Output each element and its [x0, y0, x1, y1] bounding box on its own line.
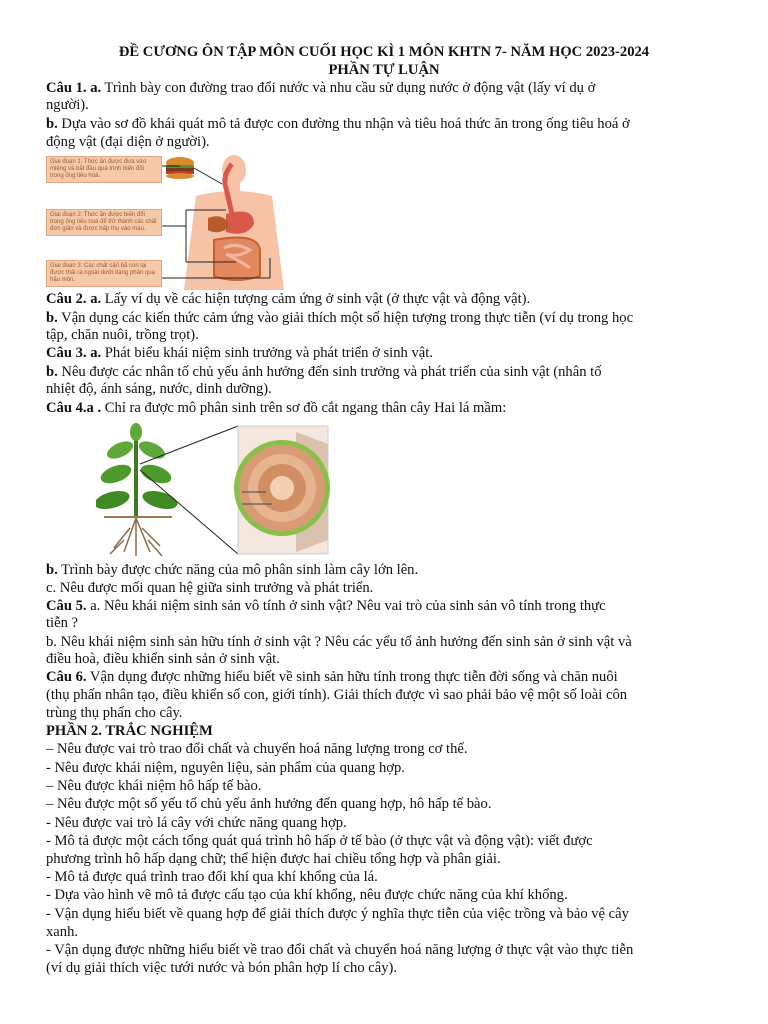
question-label: Câu 1. a.	[46, 80, 102, 96]
diagram-stage-1-label: Giai đoạn 1: Thức ăn được đưa vào miệng và bắt đầu quá trình biến đổi trong ống tiêu hoá.	[46, 156, 162, 183]
list-item: – Nêu được một số yếu tố chủ yếu ảnh hưởng đến quang hợp, hô hấp tế bào.	[46, 796, 492, 812]
section-title-part1: PHẦN TỰ LUẬN	[328, 62, 440, 78]
question-2b	[46, 310, 728, 327]
question-1a-cont: người).	[46, 97, 89, 113]
question-label: b.	[46, 364, 58, 380]
question-label: b.	[46, 310, 58, 326]
digestive-system-figure	[46, 154, 306, 290]
question-3b	[46, 364, 728, 381]
section-title-part2: PHẦN 2. TRẮC NGHIỆM	[46, 723, 213, 739]
question-label: Câu 4.a .	[46, 400, 102, 416]
document-title: ĐỀ CƯƠNG ÔN TẬP MÔN CUỐI HỌC KÌ 1 MÔN KHTN 7- NĂM HỌC 2023-2024	[118, 44, 650, 60]
question-label: Câu 2. a.	[46, 291, 102, 307]
question-5a	[46, 598, 728, 615]
question-1b	[46, 116, 728, 133]
question-text: a. Nêu khái niệm sinh sản vô tính ở sinh vật? Nêu vai trò của sinh sản vô tính trong thực	[86, 598, 606, 614]
question-text: Nêu được các nhân tố chủ yếu ảnh hưởng đến sinh trưởng và phát triển của sinh vật (nhân tố	[57, 364, 602, 380]
human-body-icon	[184, 155, 284, 290]
list-item: - Vận dụng được những hiểu biết về trao đổi chất và chuyển hoá năng lượng ở thực vật vào thực tiễn	[46, 942, 634, 958]
question-1a	[46, 80, 728, 97]
question-text: Trình bày được chức năng của mô phân sinh làm cây lớn lên.	[57, 562, 419, 578]
list-item: – Nêu được vai trò trao đổi chất và chuyển hoá năng lượng trong cơ thể.	[46, 741, 468, 757]
list-item: - Mô tả được quá trình trao đổi khí qua khí khổng của lá.	[46, 869, 378, 885]
question-2b-cont: tập, chăn nuôi, trồng trọt).	[46, 327, 199, 343]
list-item: - Nêu được vai trò lá cây với chức năng quang hợp.	[46, 815, 347, 831]
question-label: b.	[46, 562, 58, 578]
question-4a	[46, 400, 728, 417]
question-label: Câu 5.	[46, 598, 87, 614]
question-text: Vận dụng các kiến thức cảm ứng vào giải thích một số hiện tượng trong thực tiễn (ví dụ trong học	[57, 310, 634, 326]
list-item: - Mô tả được một cách tổng quát quá trình hô hấp ở tế bào (ở thực vật và động vật): viết được	[46, 833, 593, 849]
question-text: Dựa vào sơ đồ khái quát mô tả được con đường thu nhận và tiêu hoá thức ăn trong ống tiêu hoá ở	[57, 116, 630, 132]
diagram-stage-3-label: Giai đoạn 3: Các chất cặn bã còn lại được thải ra ngoài dưới dạng phân qua hậu môn.	[46, 260, 162, 287]
question-3b-cont: nhiệt độ, ánh sáng, nước, dinh dưỡng).	[46, 381, 272, 397]
plant-stem-figure	[96, 422, 336, 558]
question-6-cont: (thụ phấn nhân tạo, điều khiển số con, giới tính). Giải thích được vì sao phải bảo vệ một số loài côn	[46, 687, 628, 703]
question-text: Chỉ ra được mô phân sinh trên sơ đồ cắt ngang thân cây Hai lá mầm:	[101, 400, 507, 416]
diagram-stage-2-label: Giai đoạn 2: Thức ăn được biến đổi trong ống tiêu hoá để trở thành các chất đơn giản và được hấp thụ vào máu.	[46, 209, 162, 236]
question-text: Vận dụng được những hiểu biết về sinh sản hữu tính trong thực tiễn đời sống và chăn nuôi	[86, 669, 618, 685]
list-item: – Nêu được khái niệm hô hấp tế bào.	[46, 778, 262, 794]
question-4c: c. Nêu được mối quan hệ giữa sinh trưởng và phát triển.	[46, 580, 374, 596]
question-4b	[46, 562, 728, 579]
question-5b: b. Nêu khái niệm sinh sản hữu tính ở sinh vật ? Nêu các yếu tố ảnh hưởng đến sinh sản ở sinh vật và	[46, 634, 632, 650]
burger-icon	[166, 157, 194, 179]
question-5b-cont: điều hoà, điều khiển sinh sản ở sinh vật.	[46, 651, 280, 667]
list-item: - Nêu được khái niệm, nguyên liệu, sản phẩm của quang hợp.	[46, 760, 405, 776]
list-item-cont: phương trình hô hấp dạng chữ; thể hiện được hai chiều tổng hợp và phân giải.	[46, 851, 501, 867]
stem-cross-section-icon	[234, 426, 330, 554]
digestive-illustration	[46, 154, 306, 290]
list-item-cont: (ví dụ giải thích việc tưới nước và bón phân hợp lí cho cây).	[46, 960, 398, 976]
question-2a	[46, 291, 728, 308]
question-label: Câu 6.	[46, 669, 87, 685]
list-item: - Vận dụng hiểu biết về quang hợp để giải thích được ý nghĩa thực tiễn của việc trồng và bảo vệ cây	[46, 906, 629, 922]
list-item-cont: xanh.	[46, 924, 79, 940]
question-1b-cont: động vật (đại diện ở người).	[46, 134, 210, 150]
list-item: - Dựa vào hình vẽ mô tả được cấu tạo của khí khổng, nêu được chức năng của khí khổng.	[46, 887, 568, 903]
question-text: Phát biểu khái niệm sinh trưởng và phát triển ở sinh vật.	[101, 345, 433, 361]
question-text: Lấy ví dụ về các hiện tượng cảm ứng ở sinh vật (ở thực vật và động vật).	[101, 291, 531, 307]
question-label: Câu 3. a.	[46, 345, 102, 361]
question-6-cont2: trùng thụ phấn cho cây.	[46, 705, 183, 721]
question-5a-cont: tiễn ?	[46, 615, 79, 631]
plant-icon	[96, 423, 179, 556]
question-text: Trình bày con đường trao đổi nước và nhu cầu sử dụng nước ở động vật (lấy ví dụ ở	[101, 80, 596, 96]
plant-stem-illustration	[96, 422, 336, 558]
question-3a	[46, 345, 728, 362]
question-label: b.	[46, 116, 58, 132]
question-6	[46, 669, 728, 686]
